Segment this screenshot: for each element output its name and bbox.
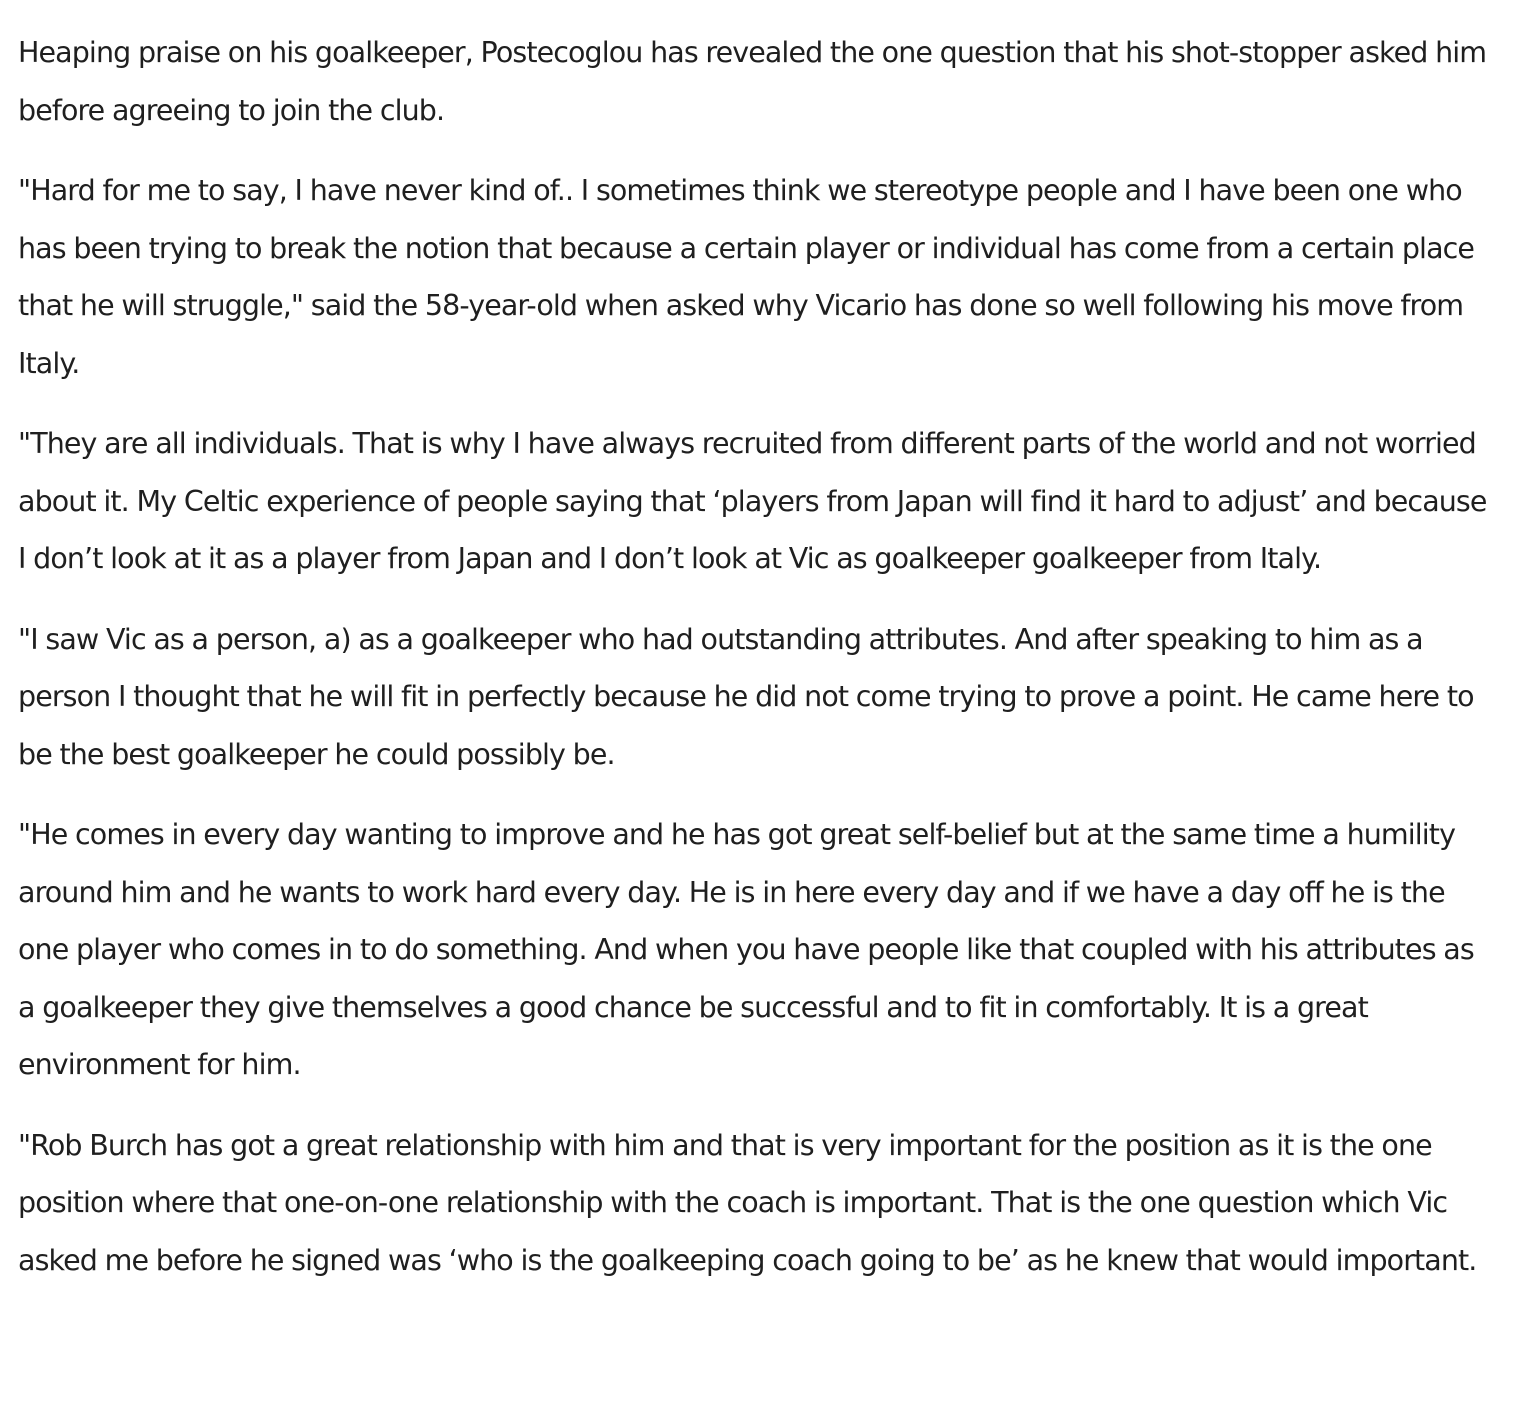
article-paragraph: Heaping praise on his goalkeeper, Postecoglou has revealed the one question that his shot-stopper asked him before agreeing to join the club. [18, 36, 1487, 127]
article-paragraph: "Hard for me to say, I have never kind of.. I sometimes think we stereotype people and I have been one who has been trying to break the notion that because a certain player or individual has come from a certain place that he will struggle," said the 58-year-old when asked why Vicario has done so well following his move from Italy. [18, 174, 1475, 380]
article-paragraph: "They are all individuals. That is why I have always recruited from different parts of the world and not worried about it. My Celtic experience of people saying that ‘players from Japan will find it hard to adjust’ and because I don’t look at it as a player from Japan and I don’t look at Vic as goalkeeper goalkeeper from Italy. [18, 427, 1487, 575]
article-paragraph: "I saw Vic as a person, a) as a goalkeeper who had outstanding attributes. And after speaking to him as a person I thought that he will fit in perfectly because he did not come trying to prove a point. He came here to be the best goalkeeper he could possibly be. [18, 622, 1474, 771]
article-paragraph: "Rob Burch has got a great relationship with him and that is very important for the position as it is the one position where that one-on-one relationship with the coach is important. That is the one question which Vic asked me before he signed was ‘who is the goalkeeping coach going to be’ as he knew that would important. [18, 1128, 1477, 1277]
article-paragraph: "He comes in every day wanting to improve and he has got great self-belief but at the same time a humility around him and he wants to work hard every day. He is in here every day and if we have a day off he is the one player who comes in to do something. And when you have people like that coupled with his attributes as a goalkeeper they give themselves a good chance be successful and to fit in comfortably. It is a great environment for him. [18, 818, 1474, 1081]
